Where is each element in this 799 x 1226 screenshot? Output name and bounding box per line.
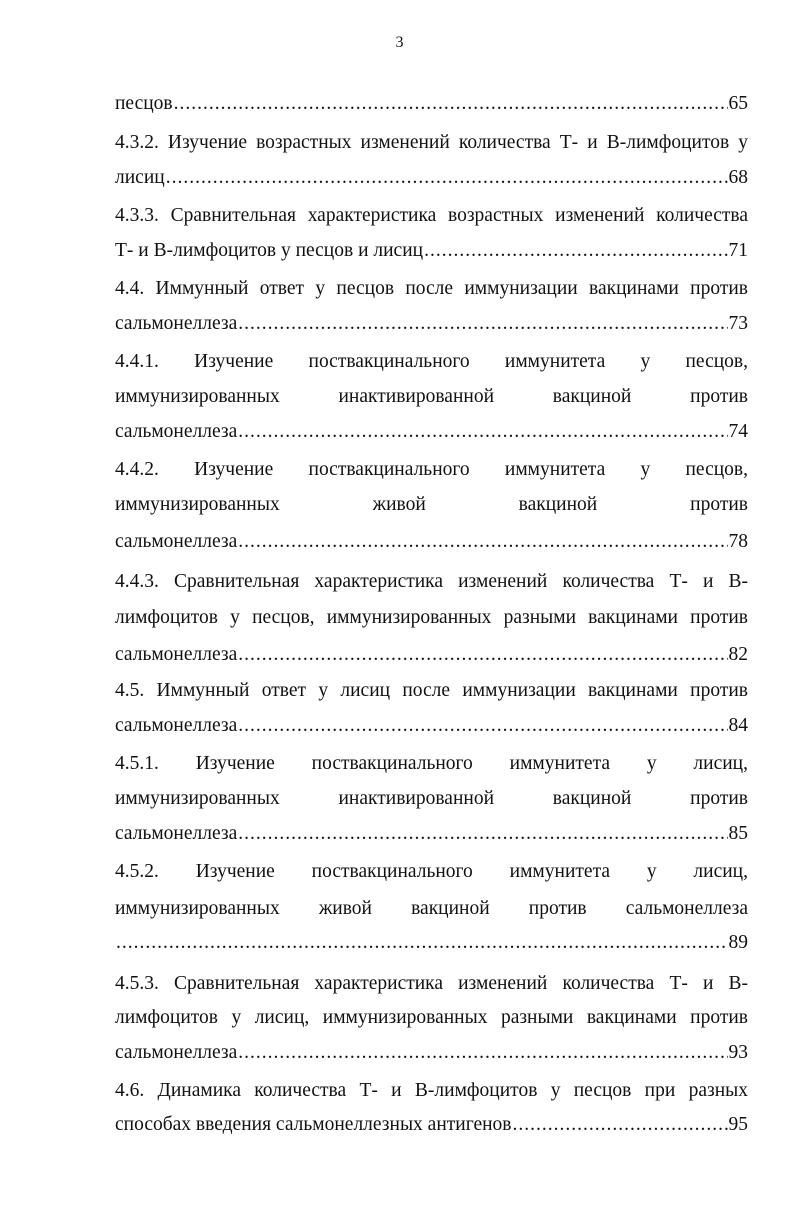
toc-entry-text: Т- и В-лимфоцитов у песцов и лисиц bbox=[115, 240, 424, 261]
toc-entry-text: 4.4.3. Сравнительная характеристика изменений количества Т- и В- bbox=[115, 571, 748, 592]
toc-page-number: 74 bbox=[728, 421, 748, 442]
toc-page-number: 73 bbox=[728, 313, 748, 334]
toc-entry-text: сальмонеллеза bbox=[115, 1042, 238, 1063]
toc-entry-text: 4.4.2. Изучение поствакцинального иммунитета у песцов, bbox=[115, 459, 748, 480]
toc-entry-text: 4.3.2. Изучение возрастных изменений количества Т- и В-лимфоцитов у bbox=[115, 132, 748, 153]
toc-page-number: 89 bbox=[728, 932, 748, 953]
toc-entry-text: 4.5.1. Изучение поствакцинального иммунитета у лисиц, bbox=[115, 753, 748, 774]
toc-line bbox=[115, 1113, 748, 1137]
dot-leader bbox=[238, 1041, 727, 1065]
toc-entry-text: сальмонеллеза bbox=[115, 715, 238, 736]
toc-line bbox=[115, 239, 748, 263]
toc-entry-text: 4.5.3. Сравнительная характеристика изменений количества Т- и В- bbox=[115, 973, 748, 994]
toc-page-number: 85 bbox=[728, 823, 748, 844]
dot-leader bbox=[238, 312, 727, 336]
dot-leader bbox=[166, 166, 728, 190]
toc-line bbox=[115, 166, 748, 190]
toc-page-number: 82 bbox=[728, 644, 748, 665]
toc-line bbox=[115, 822, 748, 846]
toc-line bbox=[115, 643, 748, 667]
dot-leader bbox=[424, 239, 727, 263]
toc-entry-text: лисиц bbox=[115, 167, 165, 188]
toc-entry-text: иммунизированных инактивированной вакциной против bbox=[115, 788, 748, 809]
toc-page-number: 71 bbox=[728, 240, 748, 261]
dot-leader bbox=[174, 92, 728, 116]
toc-line bbox=[115, 1041, 748, 1065]
toc-entry-text: 4.3.3. Сравнительная характеристика возрастных изменений количества bbox=[115, 205, 748, 226]
toc-entry-text: сальмонеллеза bbox=[115, 644, 238, 665]
dot-leader bbox=[238, 420, 727, 444]
dot-leader bbox=[238, 643, 727, 667]
toc-entry-text: иммунизированных живой вакциной против bbox=[115, 494, 748, 515]
dot-leader bbox=[238, 714, 727, 738]
dot-leader bbox=[238, 530, 727, 554]
toc-entry-text: сальмонеллеза bbox=[115, 531, 238, 552]
toc-entry-text: 4.5.2. Изучение поствакцинального иммунитета у лисиц, bbox=[115, 861, 748, 882]
toc-page-number: 78 bbox=[728, 531, 748, 552]
toc-entry-text: 4.4. Иммунный ответ у песцов после иммунизации вакцинами против bbox=[115, 278, 748, 299]
toc-page-number: 68 bbox=[728, 167, 748, 188]
toc-entry-text: сальмонеллеза bbox=[115, 421, 238, 442]
dot-leader bbox=[238, 822, 727, 846]
toc-entry-text: песцов bbox=[115, 93, 173, 114]
toc-entry-text: способах введения сальмонеллезных антигенов bbox=[115, 1114, 512, 1135]
dot-leader bbox=[513, 1113, 728, 1137]
toc-entry-text: 4.4.1. Изучение поствакцинального иммунитета у песцов, bbox=[115, 351, 748, 372]
toc-line bbox=[115, 931, 748, 955]
toc-line bbox=[115, 420, 748, 444]
toc-entry-text: лимфоцитов у песцов, иммунизированных разными вакцинами против bbox=[115, 607, 748, 628]
toc-page-number: 95 bbox=[728, 1114, 748, 1135]
toc-entry-text: иммунизированных живой вакциной против сальмонеллеза bbox=[115, 898, 748, 919]
toc-line bbox=[115, 714, 748, 738]
toc-line bbox=[115, 312, 748, 336]
toc-line bbox=[115, 530, 748, 554]
toc-page-number: 65 bbox=[728, 93, 748, 114]
toc-entry-text: 4.5. Иммунный ответ у лисиц после иммунизации вакцинами против bbox=[115, 680, 748, 701]
toc-entry-text: лимфоцитов у лисиц, иммунизированных разными вакцинами против bbox=[115, 1007, 748, 1028]
toc-entry-text: 4.6. Динамика количества Т- и В-лимфоцитов у песцов при разных bbox=[115, 1080, 748, 1101]
toc-entry-text: иммунизированных инактивированной вакциной против bbox=[115, 386, 748, 407]
toc-entry-text: сальмонеллеза bbox=[115, 823, 238, 844]
toc-entry-text: сальмонеллеза bbox=[115, 313, 238, 334]
toc-page-number: 84 bbox=[728, 715, 748, 736]
dot-leader bbox=[116, 931, 728, 955]
page-number: 3 bbox=[395, 34, 404, 51]
toc-page-number: 93 bbox=[728, 1042, 748, 1063]
toc-line bbox=[115, 92, 748, 116]
